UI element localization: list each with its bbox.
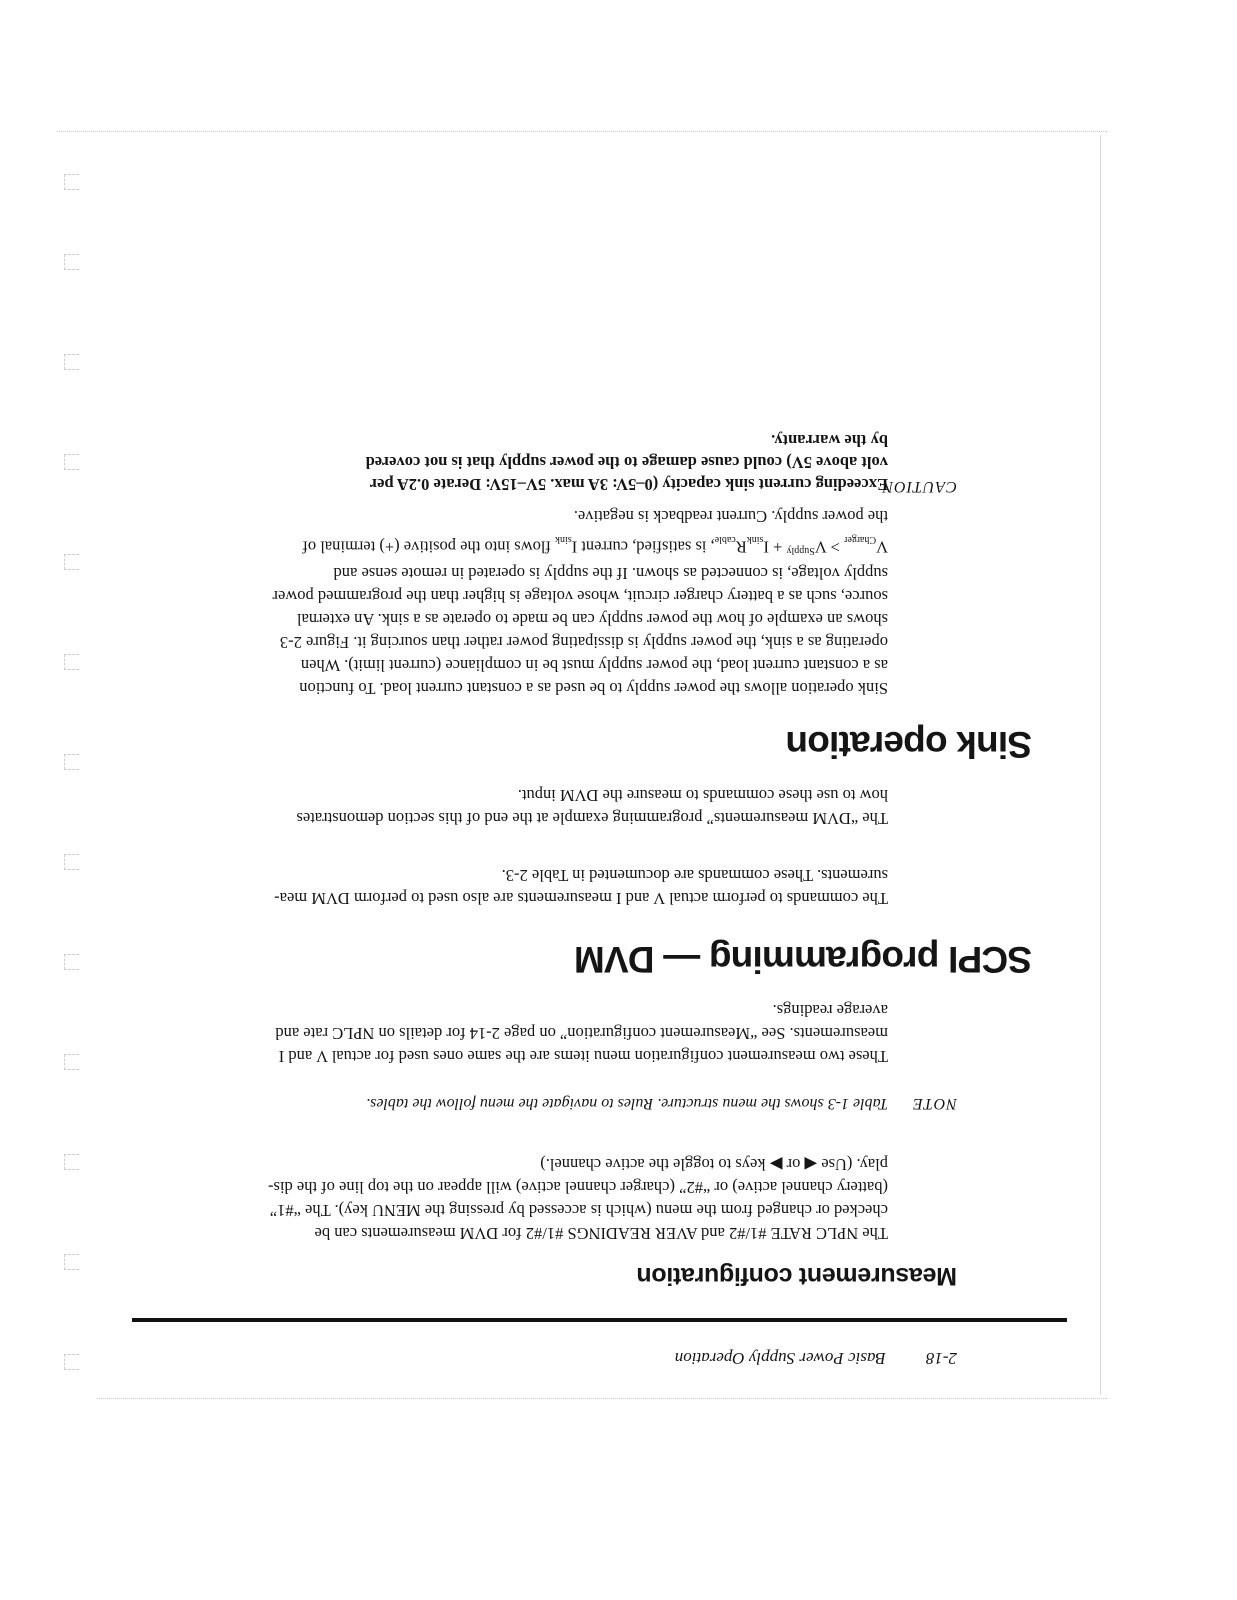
note-label: NOTE bbox=[912, 1095, 957, 1112]
heading-scpi-programming-dvm: SCPI programming — DVM bbox=[574, 939, 1032, 980]
binder-hole-mark bbox=[64, 554, 79, 570]
binder-hole-mark bbox=[64, 954, 79, 970]
header-rule bbox=[132, 1318, 1067, 1322]
binder-hole-mark bbox=[64, 1354, 79, 1370]
binder-hole-mark bbox=[64, 454, 79, 470]
binder-hole-mark bbox=[64, 1154, 79, 1170]
scan-edge bbox=[57, 131, 1107, 132]
binder-hole-mark bbox=[64, 1254, 79, 1270]
paragraph: The NPLC RATE #1/#2 and AVER READINGS #1/#2 for DVM measurements can be checked or changed from the menu (which is accessed by pressing the MENU key). The “#1” (battery channel active) or “#2” (charger channel active) will appear on the top line of the dis- play. (Use ◀ or ▶ keys to toggle the active channel.) bbox=[268, 1155, 888, 1243]
binder-hole-mark bbox=[64, 1054, 79, 1070]
paragraph: Sink operation allows the power supply to be used as a constant current load. To function as a constant current load, the power supply must be in compliance (current limit). When operating as a sink, the power supply is dissipating power rather than sourcing it. Figure 2-3 shows an example of how the power supply can be made to operate as a sink. An external source, such as a battery charger circuit, whose voltage is higher than the programmed power supply voltage, is connected as shown. If the supply is operated in remote sense and $V_{Charger} > V^{Supply} + I_{sink}R_{cable}$, is satisfied, current $I_{sink}$ flows into the positive (+) terminal of the power supply. Current readback is negative. bbox=[188, 505, 888, 700]
binder-hole-mark bbox=[64, 174, 79, 190]
heading-measurement-configuration: Measurement configuration bbox=[636, 1262, 957, 1290]
paragraph: These two measurement configuration menu items are the same ones used for actual V and I measurements. See “Measurement configuration” on page 2-14 for details on NPLC rate and average readings. bbox=[275, 1001, 888, 1066]
note-text: Table 1-3 shows the menu structure. Rules to navigate the menu follow the tables. bbox=[366, 1095, 888, 1112]
running-title: Basic Power Supply Operation bbox=[674, 1349, 886, 1368]
binder-hole-mark bbox=[64, 354, 79, 370]
paragraph: The commands to perform actual V and I measurements are also used to perform DVM mea- surements. These commands are documented in Table 2-3. bbox=[274, 866, 888, 908]
formula-line: $V_{Charger} > V^{Supply} + I_{sink}R_{cable}$, is satisfied, current $I_{sink}$ flows into the positive (+) terminal of bbox=[302, 534, 888, 557]
binder-hole-mark bbox=[64, 854, 79, 870]
scan-edge bbox=[97, 1398, 1107, 1399]
binder-hole-mark bbox=[64, 754, 79, 770]
caution-text: Exceeding current sink capacity (0–5V: 3A max. 5V–15V: Derate 0.2A per volt above 5V) could cause damage to the power supply that is not covered by the warranty. bbox=[365, 431, 888, 494]
paragraph: The “DVM measurements” programming example at the end of this section demonstrates how to use these commands to measure the DVM input. bbox=[296, 786, 888, 828]
binder-hole-mark bbox=[64, 254, 79, 270]
caution-label: CAUTION bbox=[881, 478, 957, 495]
page-number: 2-18 bbox=[925, 1349, 957, 1368]
running-header bbox=[675, 1348, 957, 1368]
scan-edge bbox=[1100, 135, 1101, 1395]
heading-sink-operation: Sink operation bbox=[786, 724, 1032, 765]
binder-hole-mark bbox=[64, 654, 79, 670]
